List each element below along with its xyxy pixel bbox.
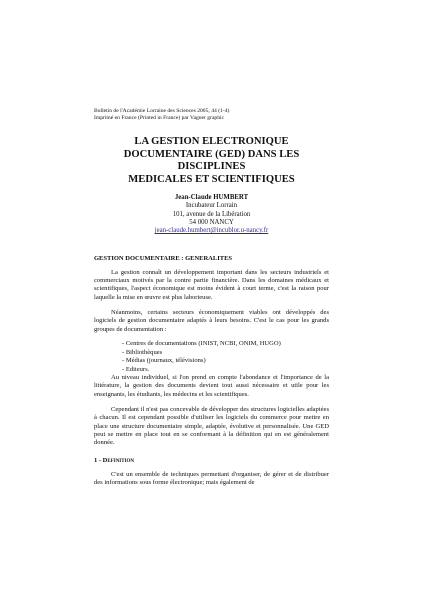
author-name: Jean-Claude HUMBERT bbox=[174, 194, 249, 202]
paragraph-3: Au niveau individuel, si l'on prend en compte l'abondance et l'importance de la littérature, la gestion des documents devient tout aussi nécessaire et utile pour les enseignants, les étudiants, les médecins et les scientifiques. bbox=[94, 374, 329, 398]
list-item: - Editeurs. bbox=[122, 365, 150, 373]
author-block bbox=[94, 194, 329, 235]
paragraph-1: La gestion connaît un développement important dans les secteurs industriels et commerciaux motivés par la contre partie financière. Dans les domaines médicaux et scientifiques, l'aspect économique est moins évident à court terme, c'est la raison pour laquelle la mise en œuvre est plus laborieuse. bbox=[94, 268, 329, 301]
paragraph-definition: C'est un ensemble de techniques permettant d'organiser, de gérer et de distribuer des informations sous forme électronique; mais également de bbox=[94, 470, 329, 487]
author-city: 54 000 NANCY bbox=[189, 218, 234, 226]
title-line-1: LA GESTION ELECTRONIQUE bbox=[134, 136, 289, 148]
printer-note: Imprimé en France (Printed in France) par Vagner graphic bbox=[94, 115, 225, 122]
section-heading-generalites: GESTION DOCUMENTAIRE : GENERALITES bbox=[94, 254, 233, 262]
list-item: - Bibliothèques bbox=[122, 348, 163, 356]
paragraph-2: Néanmoins, certains secteurs économiquement viables ont développés des logiciels de gestion documentaire adaptés à leurs besoins. C'est le cas pour les grands groupes de documentation : bbox=[94, 308, 329, 333]
list-item: - Centres de documentations (INIST, NCBI, ONIM, HUGO) bbox=[122, 340, 281, 348]
list-item: - Médias (journaux, télévisions) bbox=[122, 357, 206, 365]
journal-citation: Bulletin de l'Académie Lorraine des Sciences 2005, 44 (1-4) bbox=[94, 108, 230, 114]
author-street: 101, avenue de la Libération bbox=[172, 210, 251, 218]
documentation-groups-list bbox=[94, 340, 329, 374]
journal-header bbox=[94, 108, 329, 122]
paper-title bbox=[94, 136, 329, 186]
paragraph-4: Cependant il n'est pas concevable de développer des structures logicielles adaptées à chacun. Il est cependant possible d'utiliser les logiciels du commerce pour mettre en place une structure documentaire simple, adaptée, évolutive et personnalisée. Une GED peut se mettre en place tout en se conformant à la définition qui en est généralement donnée. bbox=[94, 405, 329, 447]
section-number: 1 - bbox=[94, 456, 103, 464]
title-line-3: MEDICALES ET SCIENTIFIQUES bbox=[128, 173, 295, 185]
section-heading-definition bbox=[94, 457, 329, 465]
author-email-link[interactable]: jean-claude.humbert@incublor.u-nancy.fr bbox=[154, 227, 269, 235]
author-affiliation: Incubateur Lorrain bbox=[185, 202, 238, 210]
title-line-2: DOCUMENTAIRE (GED) DANS LES DISCIPLINES bbox=[123, 148, 300, 173]
section-title: Definition bbox=[102, 456, 135, 464]
